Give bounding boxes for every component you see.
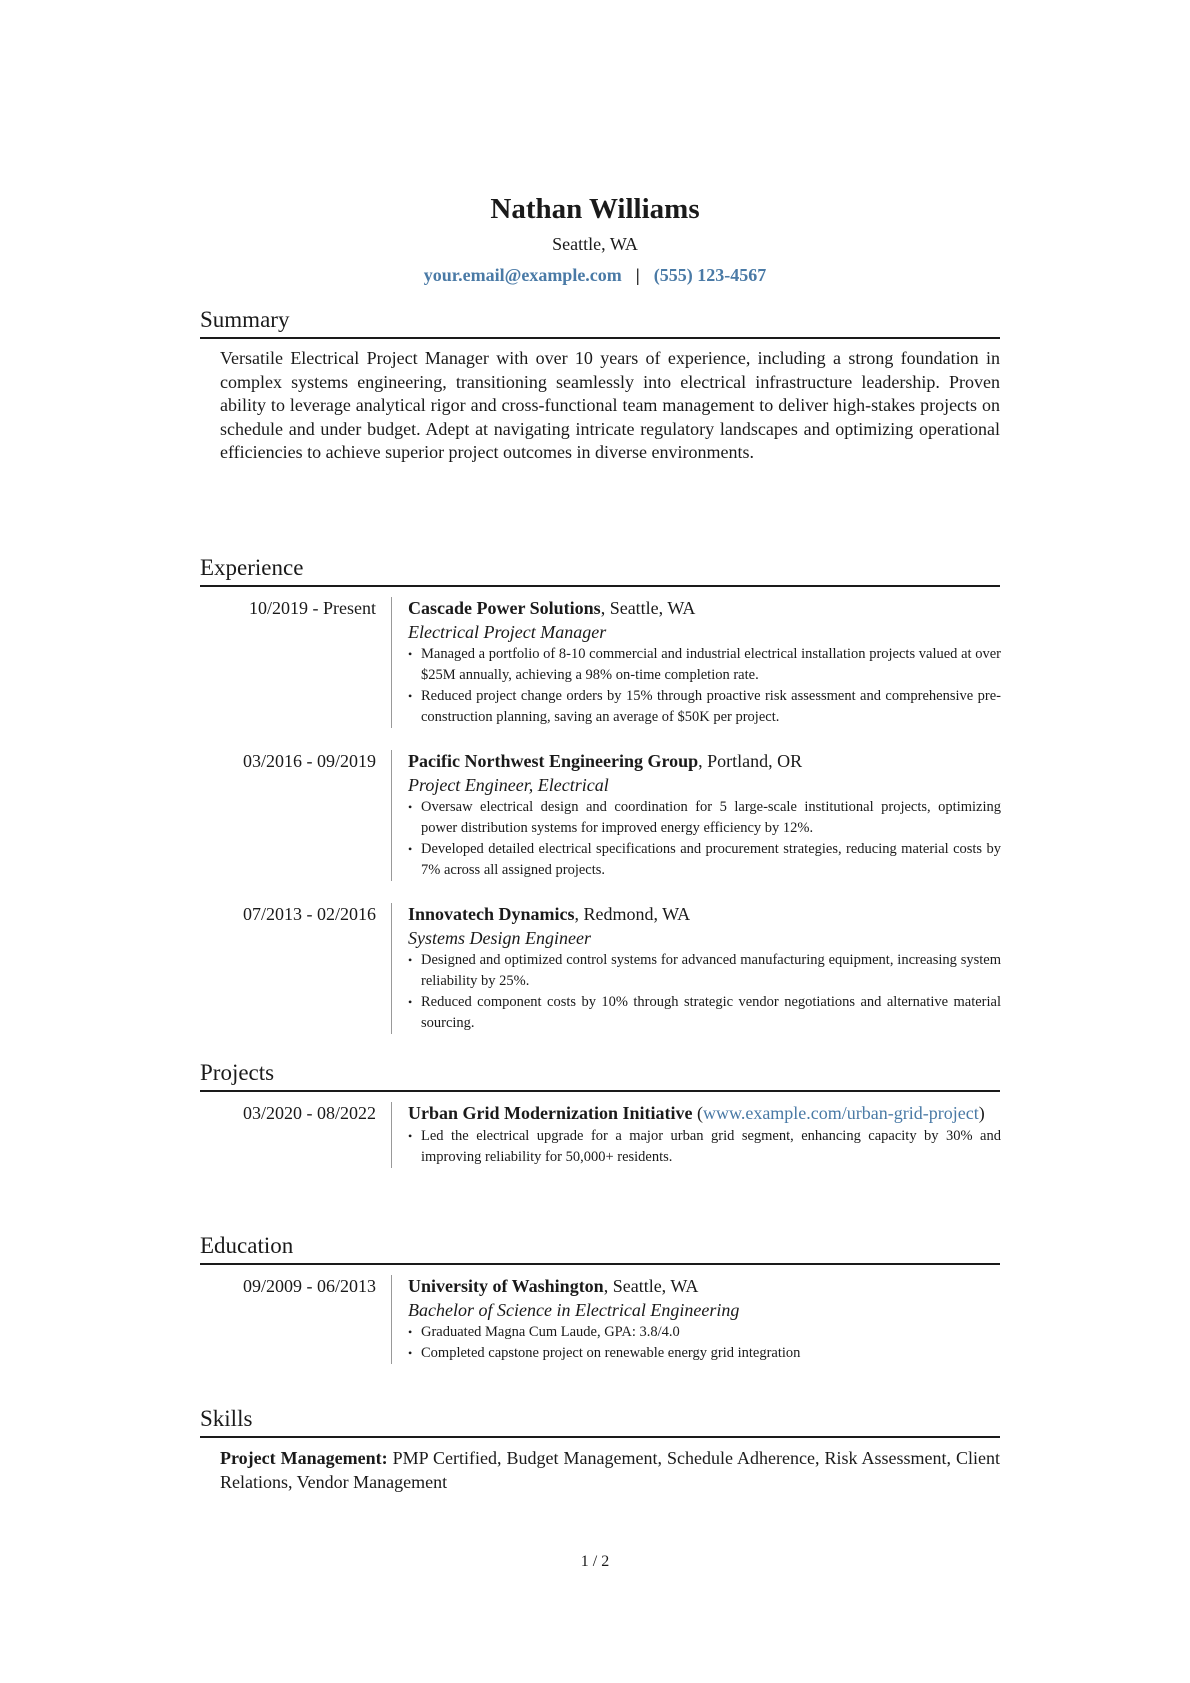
entry-body bbox=[391, 1102, 1001, 1168]
company-location: , Redmond, WA bbox=[574, 904, 691, 924]
project-name: Urban Grid Modernization Initiative bbox=[408, 1103, 693, 1123]
section-title-education: Education bbox=[200, 1231, 1000, 1265]
bullet-item: • Reduced project change orders by 15% through proactive risk assessment and comprehensive pre-construction planning, saving an average of $50K per project. bbox=[408, 686, 1001, 728]
school-name: University of Washington bbox=[408, 1276, 604, 1296]
bullet-list bbox=[408, 644, 1001, 728]
entry-body bbox=[391, 903, 1001, 1034]
section-title-skills: Skills bbox=[200, 1404, 1000, 1438]
bullet-item: • Designed and optimized control systems for advanced manufacturing equipment, increasing system reliability by 25%. bbox=[408, 950, 1001, 992]
entry-date: 03/2016 - 09/2019 bbox=[243, 751, 376, 771]
bullet-item: • Graduated Magna Cum Laude, GPA: 3.8/4.0 bbox=[408, 1322, 1001, 1343]
experience-entry bbox=[200, 903, 1000, 1034]
entry-heading bbox=[408, 750, 1001, 774]
skills-section bbox=[200, 1404, 1000, 1494]
entry-date: 07/2013 - 02/2016 bbox=[243, 904, 376, 924]
open-paren: ( bbox=[692, 1103, 703, 1123]
entry-date: 03/2020 - 08/2022 bbox=[243, 1103, 376, 1123]
company-name: Cascade Power Solutions bbox=[408, 598, 601, 618]
company-name: Innovatech Dynamics bbox=[408, 904, 575, 924]
section-title-experience: Experience bbox=[200, 553, 1000, 587]
entry-heading bbox=[408, 903, 1001, 927]
entry-body bbox=[391, 1275, 1001, 1364]
bullet-item: • Managed a portfolio of 8-10 commercial and industrial electrical installation projects valued at over $25M annually, achieving a 98% on-time completion rate. bbox=[408, 644, 1001, 686]
section-title-projects: Projects bbox=[200, 1058, 1000, 1092]
projects-section bbox=[200, 1058, 1000, 1168]
entry-body bbox=[391, 597, 1001, 728]
contact-separator: | bbox=[635, 265, 640, 285]
entry-heading bbox=[408, 1102, 1001, 1126]
summary-section bbox=[200, 305, 1000, 465]
job-title: Systems Design Engineer bbox=[408, 927, 591, 948]
entry-heading bbox=[408, 597, 1001, 621]
close-paren: ) bbox=[978, 1103, 985, 1123]
degree-title: Bachelor of Science in Electrical Engineering bbox=[408, 1299, 740, 1320]
candidate-location: Seattle, WA bbox=[552, 234, 638, 254]
bullet-item: • Completed capstone project on renewable energy grid integration bbox=[408, 1343, 1001, 1364]
entry-body bbox=[391, 750, 1001, 881]
education-section bbox=[200, 1231, 1000, 1364]
entry-date: 09/2009 - 06/2013 bbox=[243, 1276, 376, 1296]
section-title-summary: Summary bbox=[200, 305, 1000, 339]
school-location: , Seattle, WA bbox=[603, 1276, 699, 1296]
company-location: , Portland, OR bbox=[698, 751, 803, 771]
company-name: Pacific Northwest Engineering Group bbox=[408, 751, 699, 771]
education-entry bbox=[200, 1275, 1000, 1364]
bullet-item: • Developed detailed electrical specifications and procurement strategies, reducing material costs by 7% across all assigned projects. bbox=[408, 839, 1001, 881]
entry-heading bbox=[408, 1275, 1001, 1299]
job-title: Project Engineer, Electrical bbox=[408, 774, 609, 795]
bullet-item: • Oversaw electrical design and coordination for 5 large-scale institutional projects, optimizing power distribution systems for improved energy efficiency by 12%. bbox=[408, 797, 1001, 839]
project-link[interactable]: www.example.com/urban-grid-project bbox=[703, 1103, 979, 1123]
resume-header bbox=[0, 190, 1190, 288]
bullet-list bbox=[408, 797, 1001, 881]
bullet-item: • Led the electrical upgrade for a major urban grid segment, enhancing capacity by 30% and improving reliability for 50,000+ residents. bbox=[408, 1126, 1001, 1168]
phone-link[interactable]: (555) 123-4567 bbox=[653, 265, 767, 285]
bullet-list bbox=[408, 1322, 1001, 1364]
skills-text bbox=[220, 1447, 1000, 1494]
bullet-list bbox=[408, 1126, 1001, 1168]
bullet-item: • Reduced component costs by 10% through strategic vendor negotiations and alternative material sourcing. bbox=[408, 992, 1001, 1034]
experience-entry bbox=[200, 597, 1000, 728]
summary-text: Versatile Electrical Project Manager with over 10 years of experience, including a strong foundation in complex systems engineering, transitioning seamlessly into electrical infrastructure leadership. Proven ability to leverage analytical rigor and cross-functional team management to deliver high-stakes projects on schedule and under budget. Adept at navigating intricate regulatory landscapes and optimizing operational efficiencies to achieve superior project outcomes in diverse environments. bbox=[220, 348, 1000, 462]
entry-date: 10/2019 - Present bbox=[249, 598, 376, 618]
page-number: 1 / 2 bbox=[580, 1553, 610, 1570]
candidate-name: Nathan Williams bbox=[490, 193, 700, 225]
experience-entry bbox=[200, 750, 1000, 881]
job-title: Electrical Project Manager bbox=[408, 621, 607, 642]
contact-line bbox=[0, 262, 1190, 288]
skill-category: Project Management: bbox=[220, 1448, 388, 1468]
bullet-list bbox=[408, 950, 1001, 1034]
experience-section bbox=[200, 553, 1000, 1034]
project-entry bbox=[200, 1102, 1000, 1168]
company-location: , Seattle, WA bbox=[600, 598, 696, 618]
skill-items: PMP Certified, Budget Management, Schedule Adherence, Risk Assessment, Client Relations, Vendor Management bbox=[220, 1448, 1000, 1492]
email-link[interactable]: your.email@example.com bbox=[423, 265, 622, 285]
